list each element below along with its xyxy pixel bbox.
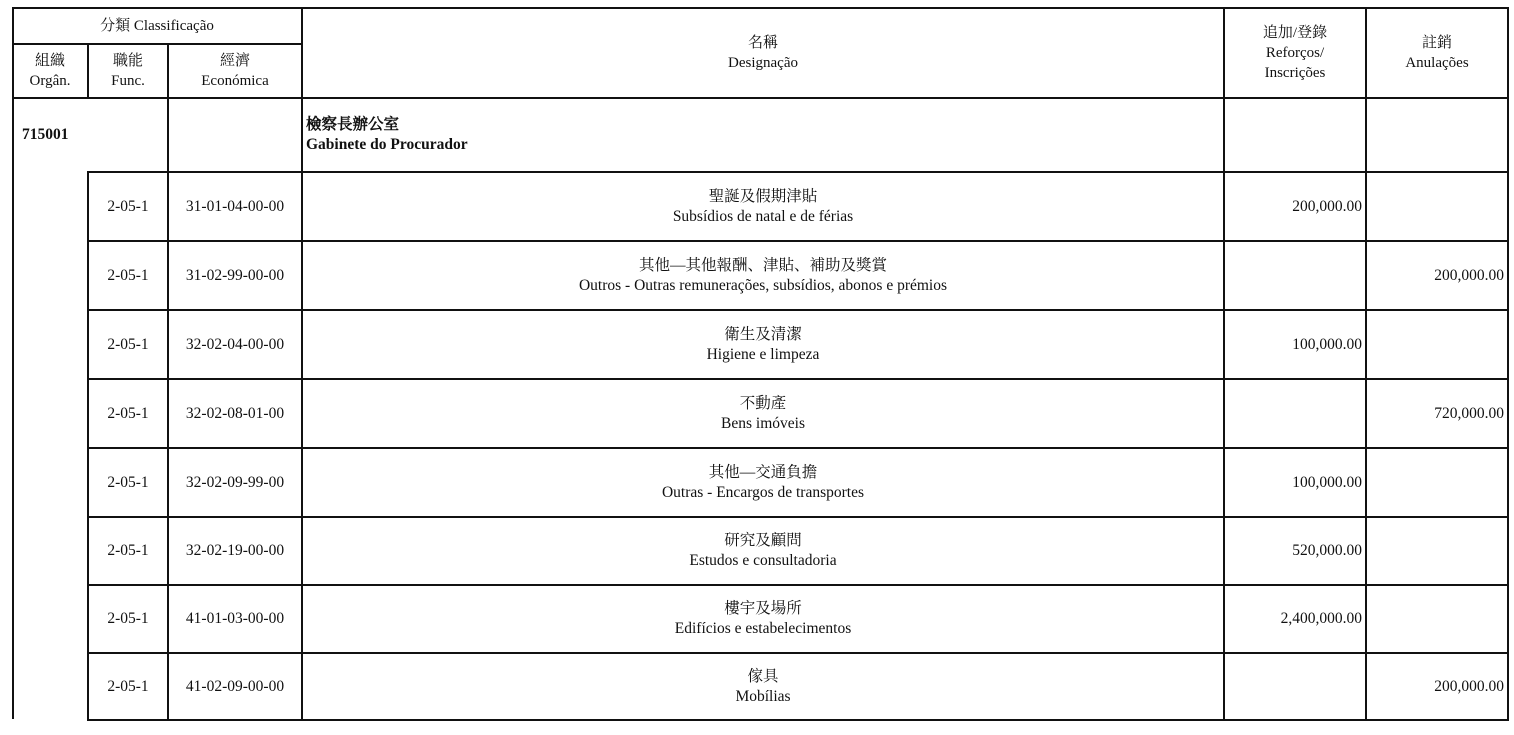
row-econ: [168, 653, 302, 720]
organ-name: [302, 98, 1224, 172]
row-func: [88, 241, 168, 310]
header-anulacoes: [1366, 8, 1508, 98]
row-func-value: 2-05-1: [107, 404, 149, 422]
header-classificacao: [12, 8, 302, 44]
organ-code: [14, 98, 88, 172]
header-econ: [168, 44, 302, 98]
row-func: [88, 653, 168, 720]
header-func-zh: 職能: [112, 53, 143, 69]
row-reforcos: [1224, 241, 1366, 310]
row-reforcos: [1224, 653, 1366, 720]
row-anulacoes: [1366, 172, 1508, 241]
grid-line: [1507, 7, 1509, 721]
row-designacao-zh: 不動產: [739, 394, 787, 412]
grid-line: [12, 43, 302, 45]
header-designacao: [302, 8, 1224, 98]
grid-line: [12, 7, 14, 719]
row-econ: [168, 517, 302, 585]
row-reforcos-value: 520,000.00: [1292, 542, 1362, 559]
row-econ: [168, 241, 302, 310]
row-reforcos: [1224, 585, 1366, 653]
row-designacao-pt: Subsídios de natal e de férias: [672, 207, 854, 225]
row-econ-value: 32-02-19-00-00: [185, 542, 285, 559]
row-designacao-zh: 衛生及清潔: [724, 325, 802, 343]
row-designacao-zh: 其他—其他報酬、津貼、補助及獎賞: [638, 256, 887, 274]
header-func-pt: Func.: [111, 73, 145, 89]
row-func: [88, 310, 168, 379]
row-econ: [168, 379, 302, 448]
grid-line: [12, 97, 1509, 99]
row-designacao: [302, 379, 1224, 448]
row-designacao: [302, 517, 1224, 585]
row-reforcos-value: 2,400,000.00: [1280, 610, 1362, 627]
header-econ-zh: 經濟: [219, 53, 250, 69]
row-anulacoes-value: 200,000.00: [1434, 677, 1504, 695]
row-anulacoes: [1366, 448, 1508, 517]
row-designacao-pt: Bens imóveis: [721, 414, 805, 432]
row-anulacoes-value: 200,000.00: [1434, 266, 1504, 284]
grid-line: [1365, 7, 1367, 721]
header-reforcos-zh: 追加/登錄: [1262, 25, 1328, 41]
header-reforcos-pt1: Reforços/: [1265, 45, 1325, 61]
row-designacao: [302, 241, 1224, 310]
row-anulacoes-value: 720,000.00: [1434, 404, 1504, 422]
row-econ-value: 32-02-04-00-00: [185, 335, 285, 353]
grid-line: [87, 171, 89, 721]
row-econ: [168, 172, 302, 241]
grid-line: [301, 7, 303, 721]
row-designacao: [302, 653, 1224, 720]
row-anulacoes: [1366, 517, 1508, 585]
header-designacao-pt: Designação: [728, 55, 798, 71]
row-func: [88, 448, 168, 517]
row-reforcos: [1224, 379, 1366, 448]
header-anulacoes-zh: 註銷: [1421, 35, 1452, 51]
header-classificacao-label: 分類 Classificação: [100, 18, 214, 34]
row-reforcos-value: 100,000.00: [1292, 335, 1362, 353]
header-organ-pt: Orgân.: [29, 73, 71, 89]
row-func: [88, 172, 168, 241]
row-reforcos: [1224, 310, 1366, 379]
row-econ-value: 31-02-99-00-00: [185, 266, 285, 284]
row-designacao-pt: Outros - Outras remunerações, subsídios, abonos e prémios: [578, 276, 948, 294]
row-anulacoes: [1366, 310, 1508, 379]
row-designacao-zh: 其他—交通負擔: [708, 463, 818, 481]
header-designacao-zh: 名稱: [747, 35, 778, 51]
row-econ: [168, 448, 302, 517]
row-designacao: [302, 448, 1224, 517]
header-reforcos-pt2: Inscrições: [1264, 65, 1326, 81]
row-designacao-pt: Outras - Encargos de transportes: [661, 483, 864, 501]
header-organ: [12, 44, 88, 98]
row-econ-value: 32-02-09-99-00: [185, 473, 285, 491]
row-designacao-pt: Higiene e limpeza: [706, 345, 820, 363]
row-designacao: [302, 585, 1224, 653]
row-designacao-zh: 傢具: [747, 667, 779, 685]
row-func: [88, 379, 168, 448]
grid-line: [1223, 7, 1225, 721]
header-organ-zh: 組織: [34, 53, 65, 69]
row-reforcos: [1224, 448, 1366, 517]
header-econ-pt: Económica: [201, 73, 269, 89]
row-econ-value: 41-01-03-00-00: [185, 610, 285, 627]
row-designacao: [302, 310, 1224, 379]
grid-line: [87, 43, 89, 99]
row-func-value: 2-05-1: [107, 610, 149, 627]
row-anulacoes: [1366, 379, 1508, 448]
row-reforcos-value: 200,000.00: [1292, 197, 1362, 215]
organ-code-value: 715001: [22, 126, 69, 143]
row-func-value: 2-05-1: [107, 197, 149, 215]
row-func-value: 2-05-1: [107, 677, 149, 695]
row-designacao-pt: Mobílias: [735, 687, 791, 705]
row-econ-value: 41-02-09-00-00: [185, 677, 285, 695]
row-designacao-pt: Edifícios e estabelecimentos: [674, 620, 852, 637]
header-anulacoes-pt: Anulações: [1405, 55, 1469, 71]
row-designacao-zh: 樓宇及場所: [724, 600, 802, 617]
grid-line: [12, 7, 1509, 9]
row-anulacoes: [1366, 653, 1508, 720]
row-econ-value: 32-02-08-01-00: [185, 404, 285, 422]
row-reforcos: [1224, 172, 1366, 241]
row-reforcos: [1224, 517, 1366, 585]
header-func: [88, 44, 168, 98]
row-designacao-zh: 聖誕及假期津貼: [708, 187, 818, 205]
organ-name-zh: 檢察長辦公室: [306, 116, 400, 133]
row-anulacoes: [1366, 241, 1508, 310]
row-reforcos-value: 100,000.00: [1292, 473, 1362, 491]
row-designacao-pt: Estudos e consultadoria: [689, 552, 837, 569]
row-func: [88, 517, 168, 585]
row-func: [88, 585, 168, 653]
row-func-value: 2-05-1: [107, 473, 149, 491]
row-designacao: [302, 172, 1224, 241]
organ-name-pt: Gabinete do Procurador: [306, 136, 468, 153]
row-econ: [168, 585, 302, 653]
header-reforcos: [1224, 8, 1366, 98]
grid-line: [167, 43, 169, 721]
row-designacao-zh: 研究及顧問: [724, 532, 802, 549]
row-econ: [168, 310, 302, 379]
row-func-value: 2-05-1: [107, 335, 149, 353]
row-econ-value: 31-01-04-00-00: [185, 197, 285, 215]
row-anulacoes: [1366, 585, 1508, 653]
row-func-value: 2-05-1: [107, 542, 149, 559]
row-func-value: 2-05-1: [107, 266, 149, 284]
